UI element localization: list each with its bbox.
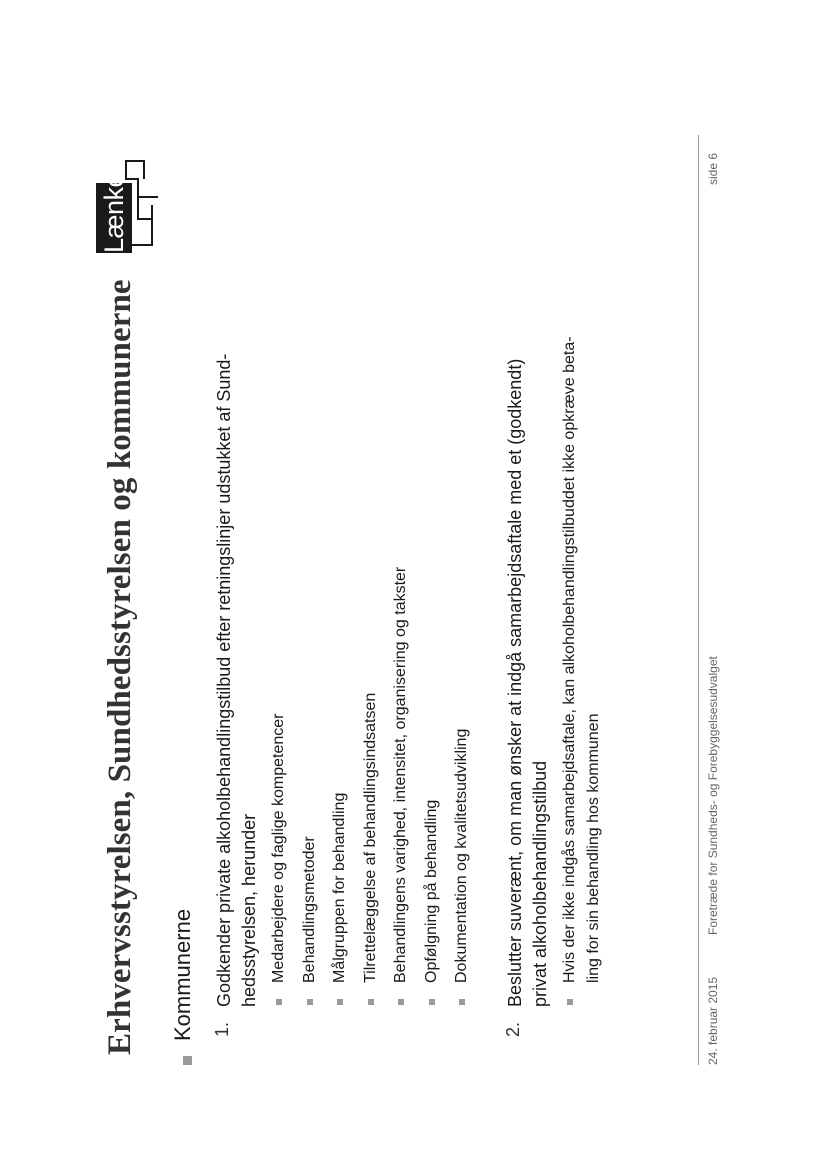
sub-item: Medarbejdere og faglige kompetencer [270, 713, 287, 983]
footer-page-number: side 6 [706, 152, 720, 185]
slide-footer [698, 135, 728, 1065]
sub-bullet-icon [459, 999, 465, 1005]
sub-item [558, 336, 606, 983]
sub-bullet-icon [398, 999, 404, 1005]
sub-item: Behandlingens varighed, intensitet, organisering og takster [392, 566, 409, 983]
item-number: 1. [212, 1021, 232, 1037]
item-text-line: Godkender private alkoholbehandlingstilbud efter retningslinjer udstukket af Sund- [214, 353, 234, 1007]
sub-bullet-icon [337, 999, 343, 1005]
sub-bullet-icon [368, 999, 374, 1005]
item-text-line: privat alkoholbehandlingstilbud [529, 760, 550, 1007]
footer-date: 24. februar 2015 [706, 976, 720, 1065]
logo-text: Lænken [96, 183, 132, 253]
item-text-line: Beslutter suverænt, om man ønsker at indgå samarbejdsaftale med et (godkendt) [504, 358, 525, 1007]
slide-title: Erhvervsstyrelsen, Sundhedsstyrelsen og kommunerne [102, 279, 138, 1055]
item-number: 2. [502, 1021, 523, 1037]
rotated-slide [88, 135, 728, 1065]
section-heading: Kommunerne [170, 908, 195, 1041]
sub-item-line: Hvis der ikke indgås samarbejdsaftale, kan alkoholbehandlingstilbuddet ikke opkræve beta- [560, 336, 578, 983]
sub-item: Tilrettelæggelse af behandlingsindsatsen [361, 692, 379, 983]
heading-bullet-icon [183, 1056, 192, 1065]
item-text-line: hedsstyrelsen, herunder [239, 813, 259, 1007]
slide-content [88, 135, 728, 1065]
sub-item: Opfølgning på behandling [422, 799, 440, 983]
footer-committee: Foretræde for Sundheds- og Forebyggelsesudvalget [706, 656, 720, 935]
sub-item-line: ling for sin behandling hos kommunen [584, 713, 602, 983]
sub-bullet-icon [567, 999, 573, 1005]
sub-bullet-icon [307, 999, 313, 1005]
footer-divider [698, 135, 699, 1065]
sub-item: Dokumentation og kvalitetsudvikling [453, 728, 470, 983]
sub-bullet-icon [429, 999, 435, 1005]
sub-item: Behandlingsmetoder [300, 836, 318, 983]
sub-bullet-icon [276, 999, 282, 1005]
sub-item: Målgruppen for behandling [331, 792, 348, 983]
